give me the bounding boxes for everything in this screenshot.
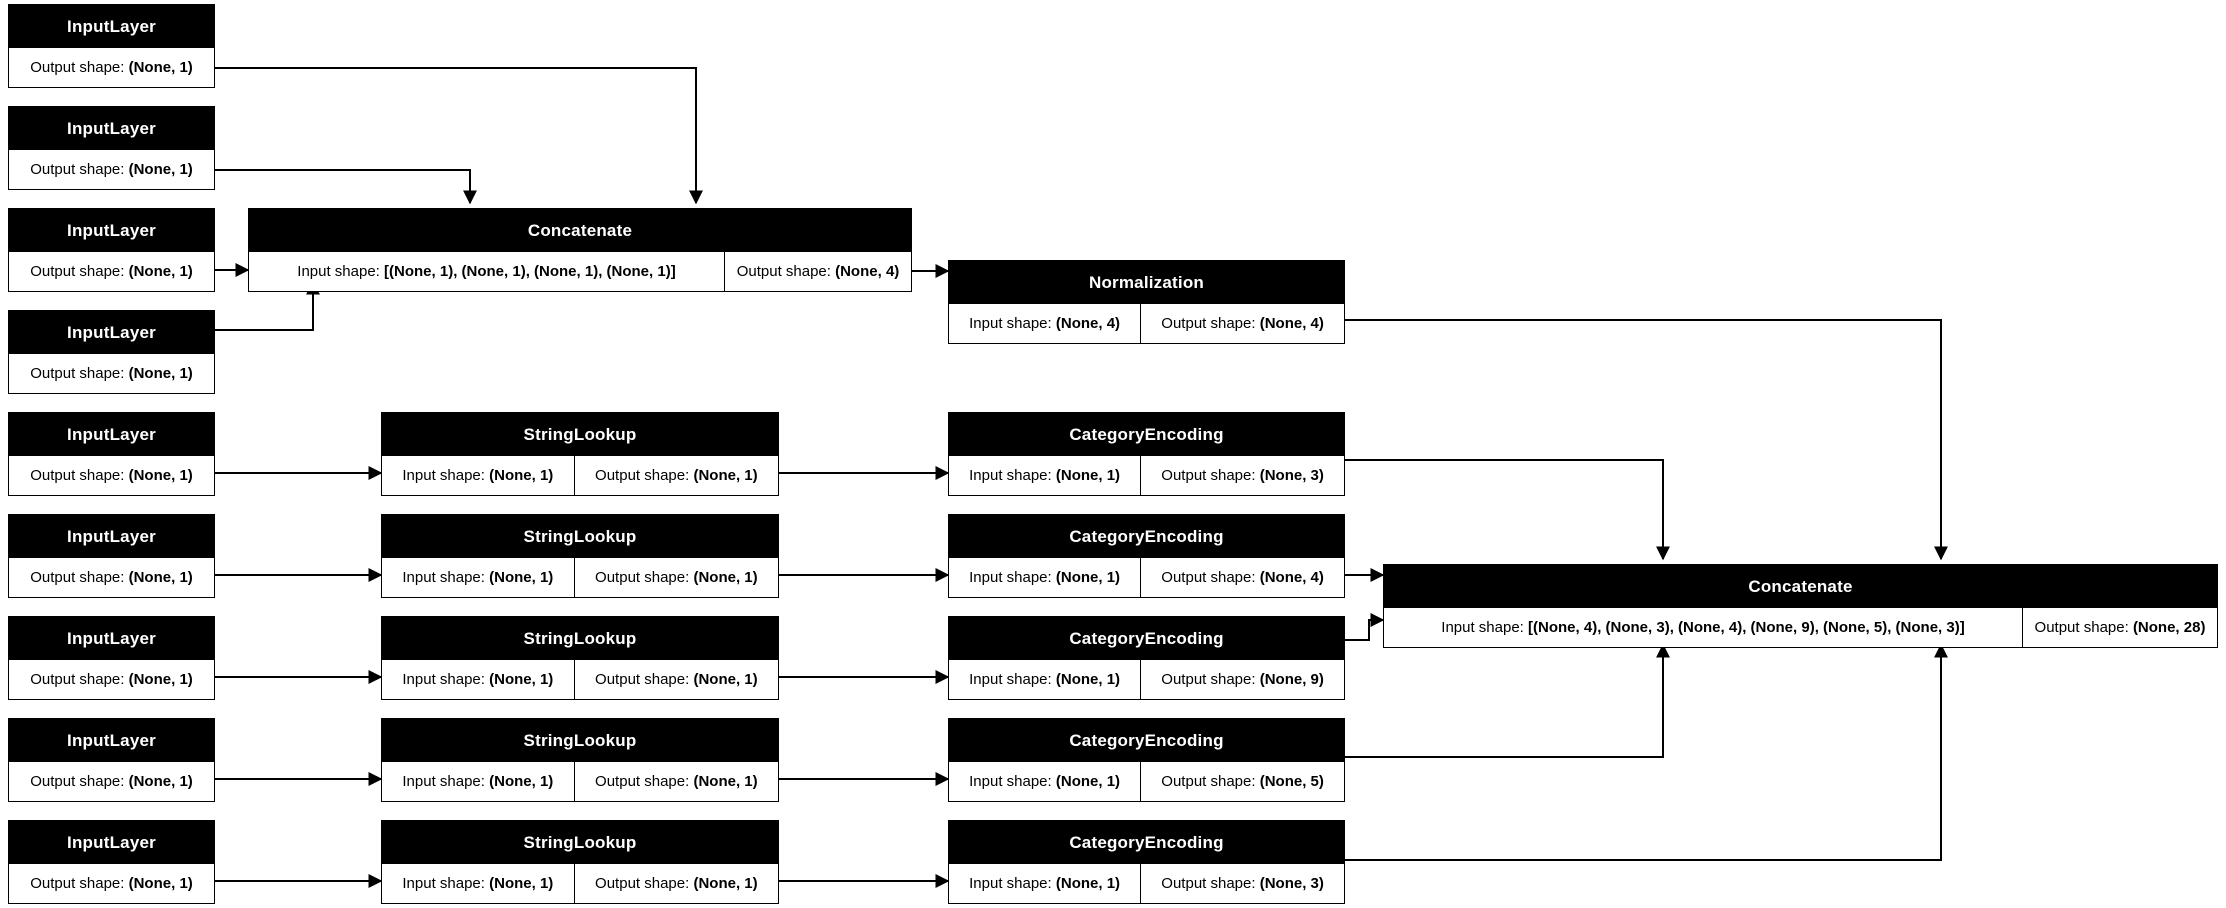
node-stringlookup[interactable] bbox=[381, 616, 779, 700]
node-output-shape bbox=[574, 864, 778, 903]
output-shape-value: (None, 1) bbox=[128, 773, 193, 790]
node-output-shape bbox=[9, 354, 214, 393]
input-shape-value: [(None, 1), (None, 1), (None, 1), (None, 1)] bbox=[384, 263, 676, 280]
node-body bbox=[949, 762, 1344, 801]
output-shape-value: (None, 9) bbox=[1259, 671, 1324, 688]
node-body bbox=[9, 660, 214, 699]
output-shape-value: (None, 1) bbox=[128, 671, 193, 688]
output-shape-value: (None, 4) bbox=[1259, 315, 1324, 332]
node-title: StringLookup bbox=[382, 617, 778, 660]
node-concatenate[interactable] bbox=[248, 208, 912, 292]
node-output-shape bbox=[1140, 558, 1344, 597]
node-inputlayer[interactable] bbox=[8, 412, 215, 496]
node-title: StringLookup bbox=[382, 515, 778, 558]
node-title: Concatenate bbox=[249, 209, 911, 252]
output-shape-value: (None, 1) bbox=[128, 263, 193, 280]
node-inputlayer[interactable] bbox=[8, 208, 215, 292]
input-shape-label: Input shape: bbox=[969, 569, 1052, 586]
output-shape-value: (None, 1) bbox=[128, 59, 193, 76]
output-shape-label: Output shape: bbox=[30, 773, 125, 790]
node-input-shape bbox=[1384, 608, 2022, 647]
input-shape-label: Input shape: bbox=[402, 773, 485, 790]
input-shape-label: Input shape: bbox=[402, 569, 485, 586]
node-title: InputLayer bbox=[9, 311, 214, 354]
output-shape-value: (None, 1) bbox=[693, 467, 758, 484]
node-output-shape bbox=[9, 456, 214, 495]
node-title: InputLayer bbox=[9, 821, 214, 864]
node-body bbox=[9, 456, 214, 495]
input-shape-value: (None, 1) bbox=[489, 467, 554, 484]
output-shape-label: Output shape: bbox=[30, 263, 125, 280]
node-body bbox=[9, 150, 214, 189]
node-output-shape bbox=[9, 660, 214, 699]
node-title: InputLayer bbox=[9, 515, 214, 558]
node-inputlayer[interactable] bbox=[8, 820, 215, 904]
input-shape-value: (None, 1) bbox=[489, 773, 554, 790]
input-shape-label: Input shape: bbox=[969, 671, 1052, 688]
input-shape-value: (None, 1) bbox=[489, 671, 554, 688]
node-input-shape bbox=[949, 864, 1140, 903]
node-output-shape bbox=[1140, 304, 1344, 343]
node-body bbox=[382, 864, 778, 903]
output-shape-value: (None, 1) bbox=[693, 569, 758, 586]
node-stringlookup[interactable] bbox=[381, 514, 779, 598]
node-title: InputLayer bbox=[9, 719, 214, 762]
input-shape-value: (None, 1) bbox=[489, 569, 554, 586]
input-shape-label: Input shape: bbox=[969, 315, 1052, 332]
node-inputlayer[interactable] bbox=[8, 310, 215, 394]
output-shape-label: Output shape: bbox=[1161, 315, 1256, 332]
output-shape-value: (None, 1) bbox=[128, 161, 193, 178]
node-input-shape bbox=[382, 456, 574, 495]
node-title: InputLayer bbox=[9, 5, 214, 48]
node-stringlookup[interactable] bbox=[381, 820, 779, 904]
output-shape-value: (None, 28) bbox=[2132, 619, 2206, 636]
node-title: StringLookup bbox=[382, 821, 778, 864]
node-output-shape bbox=[9, 252, 214, 291]
output-shape-value: (None, 1) bbox=[693, 875, 758, 892]
node-title: InputLayer bbox=[9, 413, 214, 456]
input-shape-value: (None, 1) bbox=[1055, 569, 1121, 586]
node-stringlookup[interactable] bbox=[381, 718, 779, 802]
input-shape-label: Input shape: bbox=[969, 467, 1052, 484]
input-shape-label: Input shape: bbox=[969, 875, 1052, 892]
input-shape-value: [(None, 4), (None, 3), (None, 4), (None, 9), (None, 5), (None, 3)] bbox=[1528, 619, 1965, 636]
input-shape-label: Input shape: bbox=[402, 671, 485, 688]
output-shape-label: Output shape: bbox=[30, 365, 125, 382]
node-title: CategoryEncoding bbox=[949, 413, 1344, 456]
node-inputlayer[interactable] bbox=[8, 718, 215, 802]
node-output-shape bbox=[574, 558, 778, 597]
output-shape-label: Output shape: bbox=[1161, 467, 1256, 484]
output-shape-label: Output shape: bbox=[1161, 671, 1256, 688]
input-shape-value: (None, 4) bbox=[1055, 315, 1121, 332]
input-shape-value: (None, 1) bbox=[1055, 671, 1121, 688]
node-concatenate[interactable] bbox=[1383, 564, 2218, 648]
node-output-shape bbox=[574, 660, 778, 699]
node-body bbox=[249, 252, 911, 291]
node-title: Normalization bbox=[949, 261, 1344, 304]
output-shape-value: (None, 1) bbox=[693, 773, 758, 790]
node-body bbox=[382, 456, 778, 495]
node-body bbox=[9, 48, 214, 87]
output-shape-label: Output shape: bbox=[30, 59, 125, 76]
output-shape-value: (None, 1) bbox=[128, 467, 193, 484]
node-output-shape bbox=[9, 864, 214, 903]
node-input-shape bbox=[949, 762, 1140, 801]
node-categoryencoding[interactable] bbox=[948, 820, 1345, 904]
input-shape-label: Input shape: bbox=[969, 773, 1052, 790]
input-shape-value: (None, 1) bbox=[489, 875, 554, 892]
output-shape-value: (None, 5) bbox=[1259, 773, 1324, 790]
node-title: InputLayer bbox=[9, 209, 214, 252]
node-inputlayer[interactable] bbox=[8, 106, 215, 190]
output-shape-value: (None, 1) bbox=[128, 365, 193, 382]
output-shape-label: Output shape: bbox=[30, 671, 125, 688]
node-categoryencoding[interactable] bbox=[948, 412, 1345, 496]
node-categoryencoding[interactable] bbox=[948, 616, 1345, 700]
node-inputlayer[interactable] bbox=[8, 616, 215, 700]
node-categoryencoding[interactable] bbox=[948, 718, 1345, 802]
node-output-shape bbox=[9, 48, 214, 87]
node-title: Concatenate bbox=[1384, 565, 2217, 608]
output-shape-label: Output shape: bbox=[2034, 619, 2129, 636]
node-title: CategoryEncoding bbox=[949, 617, 1344, 660]
node-output-shape bbox=[1140, 660, 1344, 699]
node-body bbox=[9, 762, 214, 801]
node-body bbox=[9, 558, 214, 597]
node-title: StringLookup bbox=[382, 413, 778, 456]
node-body bbox=[9, 354, 214, 393]
node-input-shape bbox=[382, 558, 574, 597]
node-output-shape bbox=[1140, 864, 1344, 903]
input-shape-label: Input shape: bbox=[402, 875, 485, 892]
node-output-shape bbox=[9, 762, 214, 801]
node-body bbox=[949, 558, 1344, 597]
output-shape-value: (None, 3) bbox=[1259, 467, 1324, 484]
node-output-shape bbox=[724, 252, 911, 291]
output-shape-label: Output shape: bbox=[595, 569, 690, 586]
output-shape-label: Output shape: bbox=[1161, 875, 1256, 892]
node-output-shape bbox=[1140, 456, 1344, 495]
node-output-shape bbox=[1140, 762, 1344, 801]
output-shape-label: Output shape: bbox=[736, 263, 831, 280]
input-shape-value: (None, 1) bbox=[1055, 875, 1121, 892]
node-output-shape bbox=[574, 762, 778, 801]
output-shape-label: Output shape: bbox=[595, 773, 690, 790]
output-shape-value: (None, 4) bbox=[1259, 569, 1324, 586]
node-output-shape bbox=[2022, 608, 2217, 647]
output-shape-label: Output shape: bbox=[30, 569, 125, 586]
node-title: CategoryEncoding bbox=[949, 515, 1344, 558]
input-shape-label: Input shape: bbox=[1441, 619, 1524, 636]
node-categoryencoding[interactable] bbox=[948, 514, 1345, 598]
input-shape-value: (None, 1) bbox=[1055, 773, 1121, 790]
output-shape-label: Output shape: bbox=[1161, 773, 1256, 790]
output-shape-value: (None, 4) bbox=[835, 263, 900, 280]
node-input-shape bbox=[949, 456, 1140, 495]
node-stringlookup[interactable] bbox=[381, 412, 779, 496]
node-input-shape bbox=[949, 304, 1140, 343]
node-body bbox=[9, 252, 214, 291]
node-body bbox=[382, 762, 778, 801]
input-shape-value: (None, 1) bbox=[1055, 467, 1121, 484]
node-normalization[interactable] bbox=[948, 260, 1345, 344]
node-body bbox=[949, 864, 1344, 903]
node-title: CategoryEncoding bbox=[949, 719, 1344, 762]
node-input-shape bbox=[249, 252, 724, 291]
node-inputlayer[interactable] bbox=[8, 4, 215, 88]
node-body bbox=[949, 456, 1344, 495]
node-body bbox=[9, 864, 214, 903]
node-output-shape bbox=[574, 456, 778, 495]
node-body bbox=[382, 558, 778, 597]
output-shape-value: (None, 1) bbox=[128, 875, 193, 892]
output-shape-label: Output shape: bbox=[30, 875, 125, 892]
output-shape-value: (None, 1) bbox=[693, 671, 758, 688]
node-body bbox=[1384, 608, 2217, 647]
node-body bbox=[949, 304, 1344, 343]
output-shape-value: (None, 3) bbox=[1259, 875, 1324, 892]
node-input-shape bbox=[382, 864, 574, 903]
node-title: InputLayer bbox=[9, 107, 214, 150]
output-shape-label: Output shape: bbox=[30, 161, 125, 178]
output-shape-label: Output shape: bbox=[595, 875, 690, 892]
node-output-shape bbox=[9, 150, 214, 189]
node-title: StringLookup bbox=[382, 719, 778, 762]
node-input-shape bbox=[949, 558, 1140, 597]
node-output-shape bbox=[9, 558, 214, 597]
output-shape-value: (None, 1) bbox=[128, 569, 193, 586]
node-body bbox=[382, 660, 778, 699]
output-shape-label: Output shape: bbox=[595, 671, 690, 688]
node-title: CategoryEncoding bbox=[949, 821, 1344, 864]
node-body bbox=[949, 660, 1344, 699]
input-shape-label: Input shape: bbox=[402, 467, 485, 484]
node-inputlayer[interactable] bbox=[8, 514, 215, 598]
output-shape-label: Output shape: bbox=[1161, 569, 1256, 586]
node-input-shape bbox=[949, 660, 1140, 699]
input-shape-label: Input shape: bbox=[297, 263, 380, 280]
node-title: InputLayer bbox=[9, 617, 214, 660]
node-input-shape bbox=[382, 660, 574, 699]
node-input-shape bbox=[382, 762, 574, 801]
output-shape-label: Output shape: bbox=[30, 467, 125, 484]
output-shape-label: Output shape: bbox=[595, 467, 690, 484]
